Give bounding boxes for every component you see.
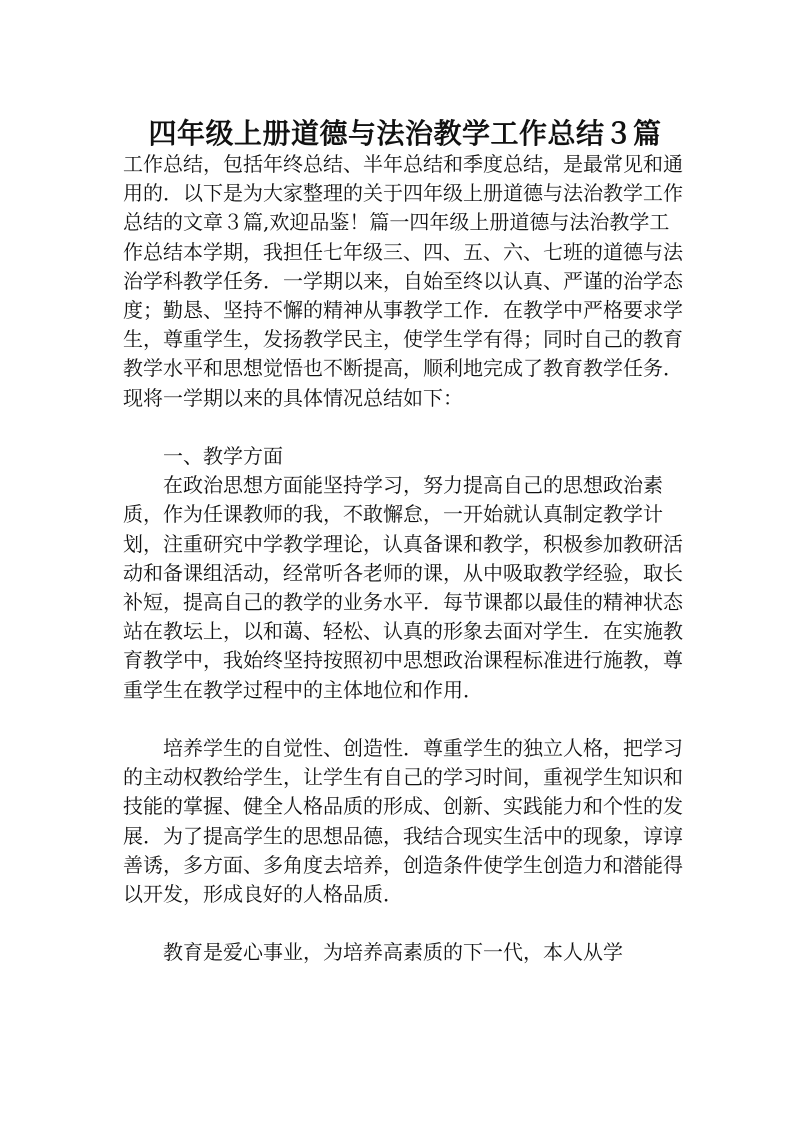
document-title: 四年级上册道德与法治教学工作总结３篇 (148, 117, 662, 150)
body-paragraph-1: 在政治思想方面能坚持学习，努力提高自己的思想政治素质，作为任课教师的我，不敢懈怠，一开始就认真制定教学计划，注重研究中学教学理论，认真备课和教学，积极参加教研活动和备课组活动，经常听各老师的课，从中吸取教学经验，取长补短，提高自己的教学的业务水平．每节课都以最佳的精神状态站在教坛上，以和蔼、轻松、认真的形象去面对学生．在实施教育教学中，我始终坚持按照初中思想政治课程标准进行施教，尊重学生在教学过程中的主体地位和作用． (123, 473, 683, 702)
paragraph-spacer (123, 413, 683, 442)
intro-paragraph: 工作总结，包括年终总结、半年总结和季度总结，是最常见和通用的．以下是为大家整理的关于四年级上册道德与法治教学工作总结的文章３篇,欢迎品鉴！篇一四年级上册道德与法治教学工作总结本学期，我担任七年级三、四、五、六、七班的道德与法治学科教学任务．一学期以来，自始至终以认真、严谨的治学态度；勤恳、坚持不懈的精神从事教学工作．在教学中严格要求学生，尊重学生，发扬教学民主，使学生学有得；同时自己的教育教学水平和思想觉悟也不断提高，顺利地完成了教育教学任务．现将一学期以来的具体情况总结如下： (123, 152, 683, 410)
paragraph-spacer (123, 909, 683, 938)
paragraph-spacer (123, 705, 683, 734)
section-heading: 一、教学方面 (163, 444, 283, 469)
body-paragraph-3: 教育是爱心事业，为培养高素质的下一代，本人从学 (163, 940, 623, 965)
body-paragraph-2: 培养学生的自觉性、创造性．尊重学生的独立人格，把学习的主动权教给学生，让学生有自己的学习时间，重视学生知识和技能的掌握、健全人格品质的形成、创新、实践能力和个性的发展．为了提高学生的思想品德，我结合现实生活中的现象，谆谆善诱，多方面、多角度去培养，创造条件使学生创造力和潜能得以开发，形成良好的人格品质． (123, 736, 683, 907)
document-body (123, 150, 683, 968)
